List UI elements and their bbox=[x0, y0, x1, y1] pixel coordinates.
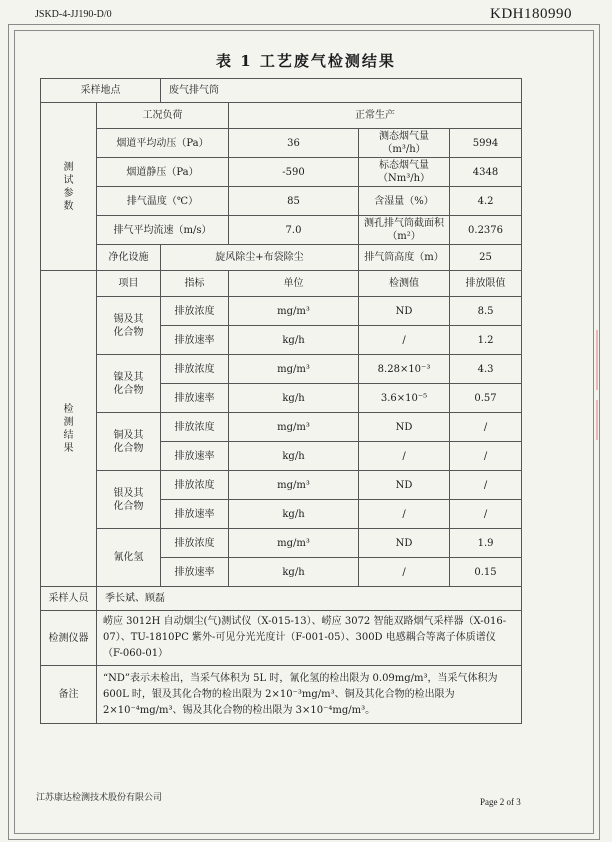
document-code: JSKD-4-JJ190-D/0 bbox=[35, 9, 112, 20]
seal-stamp-edge-lower bbox=[596, 400, 612, 440]
pollutant-name: 镍及其 化合物 bbox=[97, 355, 161, 413]
results-header-row bbox=[41, 271, 522, 297]
param-row bbox=[41, 158, 522, 187]
emission-limit: 8.5 bbox=[450, 297, 522, 326]
measured-value: / bbox=[359, 500, 450, 529]
header-item: 项目 bbox=[97, 271, 161, 297]
footer-page-number: Page 2 of 3 bbox=[480, 797, 521, 807]
pollutant-name: 铜及其 化合物 bbox=[97, 413, 161, 471]
indicator: 排放浓度 bbox=[161, 297, 229, 326]
indicator: 排放速率 bbox=[161, 442, 229, 471]
unit: mg/m³ bbox=[229, 355, 359, 384]
params-group-label: 测 试 参 数 bbox=[41, 103, 97, 271]
samplers-label: 采样人员 bbox=[41, 587, 97, 611]
samplers-value: 季长斌、顾磊 bbox=[97, 587, 522, 611]
param-value-2: 4348 bbox=[450, 158, 522, 187]
indicator: 排放速率 bbox=[161, 500, 229, 529]
param-label-2: 标态烟气量（Nm³/h） bbox=[359, 158, 450, 187]
header-indicator: 指标 bbox=[161, 271, 229, 297]
indicator: 排放浓度 bbox=[161, 355, 229, 384]
unit: kg/h bbox=[229, 500, 359, 529]
measured-value: ND bbox=[359, 471, 450, 500]
results-table bbox=[40, 78, 522, 724]
measured-value: ND bbox=[359, 529, 450, 558]
param-label-2: 测态烟气量（m³/h） bbox=[359, 129, 450, 158]
remarks-value: “ND”表示未检出，当采气体积为 5L 时，氰化氢的检出限为 0.09mg/m³，当采气体积为 600L 时，银及其化合物的检出限为 2×10⁻³mg/m³、铜及其化合物的检出限为 2×10⁻⁴mg/m³、锡及其化合物的检出限为 3×10⁻⁴mg/m³。 bbox=[97, 666, 522, 724]
pollutant-name: 锡及其 化合物 bbox=[97, 297, 161, 355]
indicator: 排放速率 bbox=[161, 558, 229, 587]
indicator: 排放速率 bbox=[161, 326, 229, 355]
remarks-row bbox=[41, 666, 522, 724]
indicator: 排放浓度 bbox=[161, 471, 229, 500]
header-unit: 单位 bbox=[229, 271, 359, 297]
purification-label: 净化设施 bbox=[97, 245, 161, 271]
unit: mg/m³ bbox=[229, 413, 359, 442]
emission-limit: / bbox=[450, 413, 522, 442]
result-row bbox=[41, 413, 522, 442]
unit: kg/h bbox=[229, 326, 359, 355]
measured-value: ND bbox=[359, 413, 450, 442]
indicator: 排放浓度 bbox=[161, 529, 229, 558]
samplers-row bbox=[41, 587, 522, 611]
emission-limit: / bbox=[450, 500, 522, 529]
unit: kg/h bbox=[229, 558, 359, 587]
instruments-value: 崂应 3012H 自动烟尘(气)测试仪（X-015-13）、崂应 3072 智能双路烟气采样器（X-016-07）、TU-1810PC 紫外-可见分光光度计（F-001-05）、300D 电感耦合等离子体质谱仪（F-060-01） bbox=[97, 611, 522, 666]
condition-value: 正常生产 bbox=[229, 103, 522, 129]
pollutant-name: 氰化氢 bbox=[97, 529, 161, 587]
purification-value: 旋风除尘+布袋除尘 bbox=[161, 245, 359, 271]
param-value-2: 5994 bbox=[450, 129, 522, 158]
stack-height-value: 25 bbox=[450, 245, 522, 271]
condition-row bbox=[41, 103, 522, 129]
emission-limit: 1.2 bbox=[450, 326, 522, 355]
emission-limit: 0.15 bbox=[450, 558, 522, 587]
param-value: -590 bbox=[229, 158, 359, 187]
results-group-label: 检 测 结 果 bbox=[41, 271, 97, 587]
emission-limit: / bbox=[450, 442, 522, 471]
result-row bbox=[41, 529, 522, 558]
param-label: 烟道平均动压（Pa） bbox=[97, 129, 229, 158]
pollutant-name: 银及其 化合物 bbox=[97, 471, 161, 529]
header-limit: 排放限值 bbox=[450, 271, 522, 297]
param-label: 烟道静压（Pa） bbox=[97, 158, 229, 187]
sampling-site-value: 废气排气筒 bbox=[161, 79, 522, 103]
emission-limit: / bbox=[450, 471, 522, 500]
measured-value: / bbox=[359, 442, 450, 471]
unit: kg/h bbox=[229, 384, 359, 413]
remarks-label: 备注 bbox=[41, 666, 97, 724]
param-label: 排气温度（℃） bbox=[97, 187, 229, 216]
param-value: 36 bbox=[229, 129, 359, 158]
result-row bbox=[41, 471, 522, 500]
instruments-label: 检测仪器 bbox=[41, 611, 97, 666]
param-label-2: 测孔排气筒截面积（m²） bbox=[359, 216, 450, 245]
indicator: 排放浓度 bbox=[161, 413, 229, 442]
unit: mg/m³ bbox=[229, 471, 359, 500]
report-number: KDH180990 bbox=[490, 6, 572, 22]
instruments-row bbox=[41, 611, 522, 666]
results-table-body bbox=[41, 79, 522, 724]
emission-limit: 0.57 bbox=[450, 384, 522, 413]
param-value-2: 0.2376 bbox=[450, 216, 522, 245]
unit: mg/m³ bbox=[229, 297, 359, 326]
result-row bbox=[41, 297, 522, 326]
emission-limit: 1.9 bbox=[450, 529, 522, 558]
measured-value: / bbox=[359, 558, 450, 587]
param-row bbox=[41, 216, 522, 245]
param-row bbox=[41, 187, 522, 216]
measured-value: / bbox=[359, 326, 450, 355]
stack-height-label: 排气筒高度（m） bbox=[359, 245, 450, 271]
param-value-2: 4.2 bbox=[450, 187, 522, 216]
footer-company: 江苏康达检测技术股份有限公司 bbox=[36, 793, 163, 803]
measured-value: 8.28×10⁻³ bbox=[359, 355, 450, 384]
sampling-site-row bbox=[41, 79, 522, 103]
measured-value: 3.6×10⁻⁵ bbox=[359, 384, 450, 413]
param-value: 85 bbox=[229, 187, 359, 216]
indicator: 排放速率 bbox=[161, 384, 229, 413]
header-value: 检测值 bbox=[359, 271, 450, 297]
unit: mg/m³ bbox=[229, 529, 359, 558]
seal-stamp-edge bbox=[596, 330, 612, 390]
purification-row bbox=[41, 245, 522, 271]
measured-value: ND bbox=[359, 297, 450, 326]
sampling-site-label: 采样地点 bbox=[41, 79, 161, 103]
emission-limit: 4.3 bbox=[450, 355, 522, 384]
param-label: 排气平均流速（m/s） bbox=[97, 216, 229, 245]
unit: kg/h bbox=[229, 442, 359, 471]
param-label-2: 含湿量（%） bbox=[359, 187, 450, 216]
param-row bbox=[41, 129, 522, 158]
condition-label: 工况负荷 bbox=[97, 103, 229, 129]
param-value: 7.0 bbox=[229, 216, 359, 245]
result-row bbox=[41, 355, 522, 384]
page-title: 表 1 工艺废气检测结果 bbox=[216, 52, 396, 70]
